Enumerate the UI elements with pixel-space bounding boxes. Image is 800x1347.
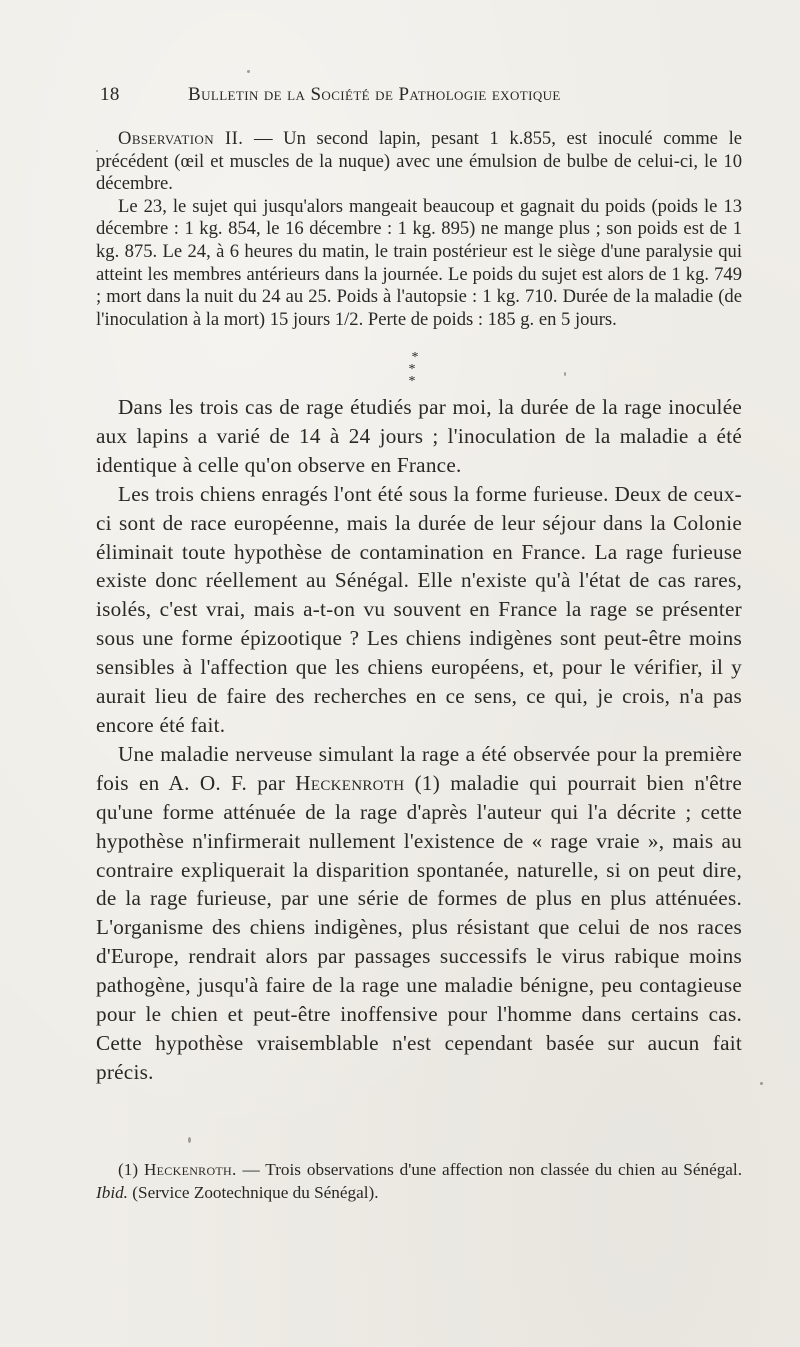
footnote-text <box>96 1158 742 1204</box>
body-paragraph-2: Les trois chiens enragés l'ont été sous la forme furieuse. Deux de ceux-ci sont de race européenne, mais la durée de leur séjour dans la Colonie éliminait toute hypothèse de contamination en France. La rage furieuse existe donc réellement au Sénégal. Elle n'existe qu'à l'état de cas rares, isolés, c'est vrai, mais a-t-on vu souvent en France la rage se présenter sous une forme épizootique ? Les chiens indigènes sont peut-être moins sensibles à l'affection que les chiens européens, et, pour le vérifier, il y aurait lieu de faire des recherches en ce sens, ce qui, je crois, n'a pas encore été fait. <box>96 481 742 737</box>
footnote-ibid: Ibid. <box>96 1183 128 1202</box>
footnote-marker: (1) <box>118 1160 144 1179</box>
asterism-top: * <box>411 350 419 365</box>
body-paragraph-1: Dans les trois cas de rage étudiés par moi, la durée de la rage inoculée aux lapins a varié de 14 à 24 jours ; l'inoculation de la maladie a été identique à celle qu'on observe en France. <box>96 395 742 477</box>
observation-block <box>96 128 742 331</box>
speck <box>96 150 98 152</box>
observation-label: Observation II. <box>118 128 244 149</box>
speck <box>247 70 250 73</box>
page-number: 18 <box>100 84 120 105</box>
footnote <box>96 1158 742 1204</box>
asterism-bottom: * * <box>408 362 422 389</box>
body-paragraph-3 <box>96 740 742 1087</box>
footnote-text-end: (Service Zootechnique du Sénégal). <box>127 1183 379 1202</box>
observation-paragraph-1 <box>96 128 742 196</box>
running-title: Bulletin de la Société de Pathologie exotique <box>188 84 561 105</box>
footnote-author: Heckenroth. <box>143 1160 237 1179</box>
observation-paragraph-2: Le 23, le sujet qui jusqu'alors mangeait beaucoup et gagnait du poids (poids le 13 décembre : 1 kg. 854, le 16 décembre : 1 kg. 895) ne mange plus ; son poids est de 1 kg. 875. Le 24, à 6 heures du matin, le train postérieur est le siège d'une paralysie qui atteint les membres antérieurs dans la journée. Le poids du sujet est alors de 1 kg. 749 ; mort dans la nuit du 24 au 25. Poids à l'autopsie : 1 kg. 710. Durée de la maladie (de l'inoculation à la mort) 15 jours 1/2. Perte de poids : 185 g. en 5 jours. <box>96 195 742 330</box>
main-text <box>96 393 742 1087</box>
page-header <box>100 84 660 112</box>
asterism-separator <box>400 350 430 389</box>
speck <box>564 372 566 376</box>
author-name: Heckenroth <box>295 770 405 795</box>
speck <box>188 1137 191 1143</box>
body-paragraph-3-start: Une maladie nerveuse simulant la rage a été observée pour la première fois en A. O. F. par <box>96 741 742 795</box>
speck <box>760 1082 763 1085</box>
body-paragraph-3-rest: (1) maladie qui pourrait bien n'être qu'une forme atténuée de la rage d'après l'auteur qui l'a décrite ; cette hypothèse n'infirmerait nullement l'existence de « rage vraie », mais au contraire expliquerait la disparition spontanée, naturelle, si on peut dire, de la rage furieuse, par une série de formes de plus en plus atténuées. L'organisme des chiens indigènes, plus résistant que celui de nos races d'Europe, rendrait alors par passages successifs le virus rabique moins pathogène, jusqu'à faire de la rage une maladie bénigne, peu contagieuse pour le chien et peut-être inoffensive pour l'homme dans certains cas. Cette hypothèse vraisemblable n'est cependant basée sur aucun fait précis. <box>96 770 742 1084</box>
observation-paragraph-1-text: — Un second lapin, pesant 1 k.855, est inoculé comme le précédent (œil et muscles de la nuque) avec une émulsion de bulbe de celui-ci, le 10 décembre. <box>96 128 742 195</box>
footnote-text-start: — Trois observations d'une affection non classée du chien au Sénégal. <box>236 1160 743 1179</box>
